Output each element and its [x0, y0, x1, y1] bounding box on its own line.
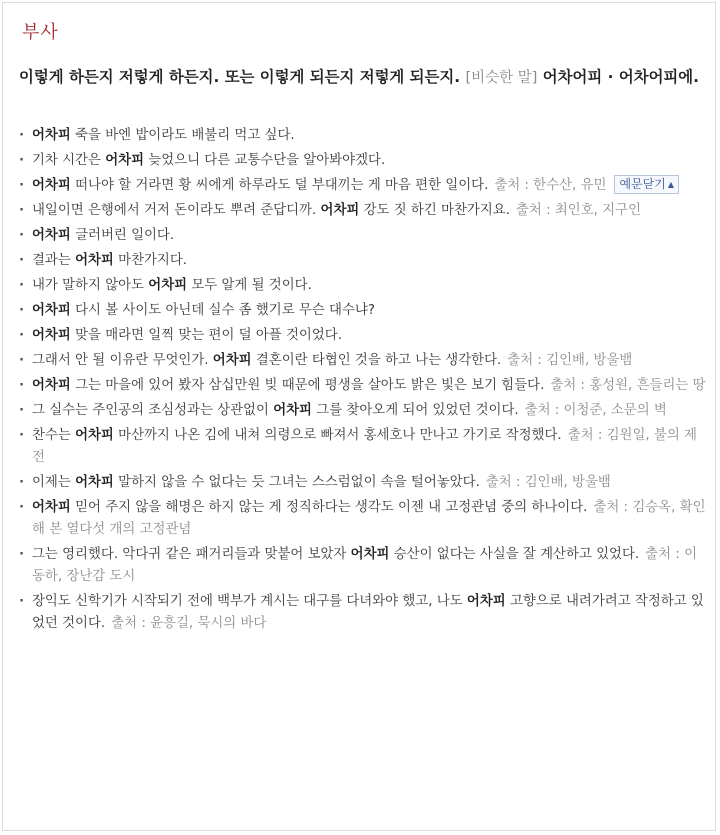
source-text: 김원일, 불의 제전 — [32, 428, 697, 465]
collapse-examples-label: 예문닫기 — [619, 177, 666, 191]
example-keyword: 어차피 — [273, 403, 312, 418]
example-text: 믿어 주지 않을 해명은 하지 않는 게 정직하다는 생각도 이젠 내 고정관념 중의 하나이다. — [70, 500, 588, 515]
source-text: 이동하, 장난감 도시 — [32, 547, 697, 584]
example-sentence — [17, 150, 707, 172]
example-text: 마산까지 나온 김에 내쳐 의령으로 빠져서 홍세호나 만나고 가기로 작정했다. — [113, 428, 562, 443]
example-sentence — [17, 591, 707, 635]
source-label: 출처 — [550, 378, 577, 393]
source-text: 윤흥길, 묵시의 바다 — [150, 616, 267, 631]
example-text: 그는 영리했다. 악다귀 같은 패거리들과 맞붙어 보았자 — [32, 547, 351, 562]
example-source: 출처 : 김원일, 불의 제전 — [32, 428, 697, 465]
definition — [19, 64, 707, 92]
example-sentence — [17, 275, 707, 297]
example-keyword: 어차피 — [32, 378, 71, 393]
example-text: 찬수는 — [32, 428, 76, 443]
example-sentence — [17, 375, 707, 397]
example-sentence — [17, 200, 707, 222]
dictionary-entry-panel — [2, 2, 716, 831]
example-keyword: 어차피 — [32, 228, 71, 243]
example-text: 기차 시간은 — [32, 153, 106, 168]
example-sentence — [17, 425, 707, 469]
source-text: 김승옥, 확인해 본 열다섯 개의 고정관념 — [32, 500, 706, 537]
example-source: 출처 : 홍성원, 흔들리는 땅 — [550, 378, 706, 393]
example-text: 마찬가지다. — [113, 253, 188, 268]
source-text: 김인배, 방울뱀 — [546, 353, 633, 368]
example-keyword: 어차피 — [75, 475, 114, 490]
example-sentence — [17, 497, 707, 541]
example-keyword: 어차피 — [32, 500, 71, 515]
example-text: 그를 찾아오게 되어 있었던 것이다. — [312, 403, 519, 418]
example-sentence — [17, 472, 707, 494]
example-source: 출처 : 최인호, 지구인 — [515, 203, 641, 218]
source-text: 최인호, 지구인 — [554, 203, 641, 218]
source-label: 출처 — [515, 203, 542, 218]
definition-text: 이렇게 하든지 저렇게 하든지. 또는 이렇게 되든지 저렇게 되든지. — [19, 68, 461, 86]
example-keyword: 어차피 — [320, 203, 360, 218]
example-sentence — [17, 175, 707, 197]
part-of-speech: 부사 — [22, 22, 59, 43]
similar-words: 어차어피 · 어차어피에. — [542, 68, 700, 86]
example-text: 떠나야 할 거라면 황 씨에게 하루라도 덜 부대끼는 게 마음 편한 일이다. — [70, 178, 489, 193]
example-text: 장익도 신학기가 시작되기 전에 백부가 계시는 대구를 다녀와야 했고, 나도 — [32, 594, 467, 609]
example-sentence — [17, 350, 707, 372]
example-keyword: 어차피 — [148, 278, 188, 293]
example-source: 출처 : 윤흥길, 묵시의 바다 — [111, 616, 267, 631]
example-text: 그래서 안 될 이유란 무엇인가. — [32, 353, 213, 368]
example-text: 글러버린 일이다. — [70, 228, 175, 243]
example-text: 말하지 않을 수 없다는 듯 그녀는 스스럼없이 속을 털어놓았다. — [113, 475, 480, 490]
example-sentence — [17, 250, 707, 272]
example-source: 출처 : 김인배, 방울뱀 — [507, 353, 633, 368]
example-source: 출처 : 김승옥, 확인해 본 열다섯 개의 고정관념 — [32, 500, 706, 537]
example-text: 늦었으니 다른 교통수단을 알아봐야겠다. — [144, 153, 386, 168]
example-sentence — [17, 125, 707, 147]
example-keyword: 어차피 — [32, 328, 71, 343]
source-text: 한수산, 유민 — [533, 178, 607, 193]
example-text: 결과는 — [32, 253, 76, 268]
example-text: 강도 짓 하긴 마찬가지요. — [359, 203, 510, 218]
example-text: 맞을 매라면 일찍 맞는 편이 덜 아플 것이었다. — [70, 328, 342, 343]
example-text: 이제는 — [32, 475, 76, 490]
example-keyword: 어차피 — [212, 353, 252, 368]
example-list — [17, 125, 707, 638]
example-keyword: 어차피 — [105, 153, 145, 168]
example-text: 고향으로 내려가려고 작정하고 있었던 것이다. — [32, 594, 704, 631]
example-text: 그 실수는 주인공의 조심성과는 상관없이 — [32, 403, 274, 418]
source-label: 출처 — [111, 616, 138, 631]
example-keyword: 어차피 — [75, 253, 114, 268]
example-text: 다시 볼 사이도 아닌데 실수 좀 했기로 무슨 대수냐? — [70, 303, 375, 318]
example-text: 승산이 없다는 사실을 잘 계산하고 있었다. — [389, 547, 640, 562]
example-text: 그는 마을에 있어 봤자 삼십만원 빚 때문에 평생을 살아도 밝은 빛은 보기 힘들다. — [70, 378, 545, 393]
source-label: 출처 — [645, 547, 672, 562]
source-label: 출처 — [524, 403, 551, 418]
example-source: 출처 : 한수산, 유민 — [494, 178, 607, 193]
example-keyword: 어차피 — [466, 594, 506, 609]
example-keyword: 어차피 — [32, 128, 71, 143]
example-source: 출처 : 김인배, 방울뱀 — [485, 475, 611, 490]
example-source: 출처 : 이청준, 소문의 벽 — [524, 403, 667, 418]
example-sentence — [17, 544, 707, 588]
example-text: 결혼이란 타협인 것을 하고 나는 생각한다. — [251, 353, 502, 368]
example-keyword: 어차피 — [32, 178, 71, 193]
example-text: 모두 알게 될 것이다. — [187, 278, 312, 293]
caret-up-icon: ▲ — [667, 180, 674, 189]
source-label: 출처 — [507, 353, 534, 368]
example-sentence — [17, 400, 707, 422]
source-text: 이청준, 소문의 벽 — [563, 403, 667, 418]
example-sentence — [17, 225, 707, 247]
example-keyword: 어차피 — [75, 428, 114, 443]
collapse-examples-button[interactable] — [614, 175, 679, 194]
source-label: 출처 — [494, 178, 521, 193]
example-keyword: 어차피 — [350, 547, 390, 562]
example-keyword: 어차피 — [32, 303, 71, 318]
example-source: 출처 : 이동하, 장난감 도시 — [32, 547, 697, 584]
example-text: 내가 말하지 않아도 — [32, 278, 149, 293]
example-text: 내일이면 은행에서 거저 돈이라도 뿌려 준답디까. — [32, 203, 321, 218]
example-text: 죽을 바엔 밥이라도 배불리 먹고 싶다. — [70, 128, 295, 143]
source-text: 홍성원, 흔들리는 땅 — [589, 378, 706, 393]
source-label: 출처 — [485, 475, 512, 490]
source-text: 김인배, 방울뱀 — [524, 475, 611, 490]
source-label: 출처 — [567, 428, 594, 443]
example-sentence — [17, 300, 707, 322]
example-sentence — [17, 325, 707, 347]
similar-label: [비슷한 말] — [465, 70, 538, 86]
source-label: 출처 — [593, 500, 620, 515]
